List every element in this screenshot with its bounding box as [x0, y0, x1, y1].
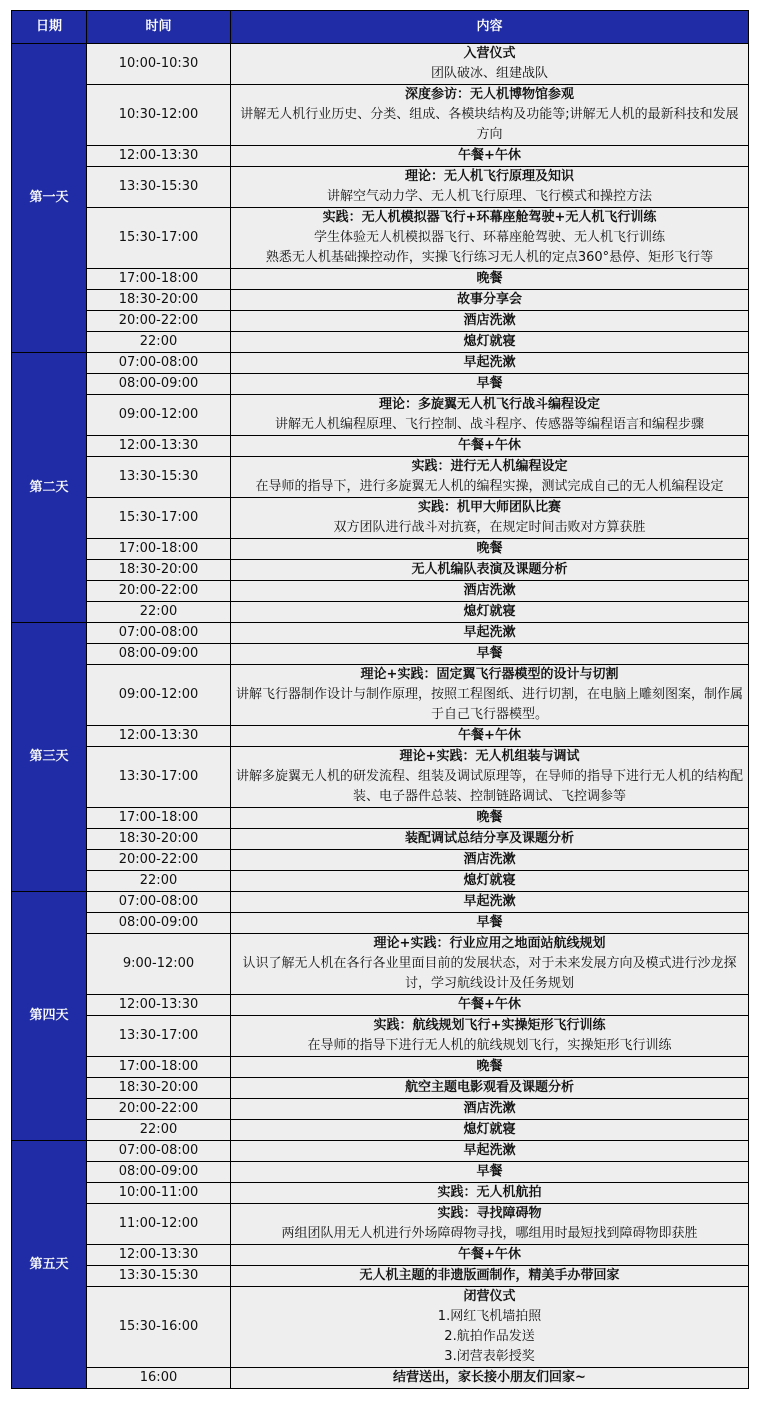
activity-title: 晚餐	[476, 541, 503, 556]
schedule-row	[12, 353, 749, 374]
schedule-row	[12, 913, 749, 934]
schedule-row	[12, 1266, 749, 1287]
activity-title: 航空主题电影观看及课题分析	[404, 1080, 574, 1095]
day-label: 第一天	[12, 44, 87, 353]
activity-title: 早起洗漱	[463, 625, 516, 640]
time-cell: 11:00-12:00	[87, 1204, 231, 1245]
activity-title: 熄灯就寝	[463, 873, 516, 888]
content-cell	[231, 436, 749, 457]
activity-description: 两组团队用无人机进行外场障碍物寻找，哪组用时最短找到障碍物即获胜	[281, 1226, 698, 1241]
schedule-row	[12, 146, 749, 167]
time-cell: 20:00-22:00	[87, 581, 231, 602]
schedule-body	[12, 44, 749, 1389]
content-cell	[231, 269, 749, 290]
content-cell	[231, 995, 749, 1016]
schedule-row	[12, 167, 749, 208]
content-cell	[231, 665, 749, 726]
day-label: 第三天	[12, 623, 87, 892]
activity-title: 实践：进行无人机编程设定	[411, 459, 568, 474]
activity-title: 无人机编队表演及课题分析	[411, 562, 568, 577]
activity-title: 装配调试总结分享及课题分析	[404, 831, 574, 846]
schedule-row	[12, 995, 749, 1016]
activity-description: 团队破冰、组建战队	[430, 66, 548, 81]
time-cell: 22:00	[87, 1120, 231, 1141]
content-cell	[231, 332, 749, 353]
content-cell	[231, 1057, 749, 1078]
time-cell: 13:30-17:00	[87, 1016, 231, 1057]
time-cell: 08:00-09:00	[87, 1162, 231, 1183]
activity-title: 早起洗漱	[463, 355, 516, 370]
activity-description: 双方团队进行战斗对抗赛，在规定时间击败对方算获胜	[333, 520, 646, 535]
content-cell	[231, 1141, 749, 1162]
time-cell: 15:30-16:00	[87, 1287, 231, 1368]
content-cell	[231, 726, 749, 747]
activity-title: 入营仪式	[463, 46, 516, 61]
schedule-row	[12, 829, 749, 850]
content-cell	[231, 1016, 749, 1057]
header-content: 内容	[231, 11, 749, 44]
schedule-row	[12, 290, 749, 311]
time-cell: 08:00-09:00	[87, 913, 231, 934]
header-row	[12, 11, 749, 44]
activity-description: 学生体验无人机模拟器飞行、环幕座舱驾驶、无人机飞行训练	[313, 230, 665, 245]
time-cell: 12:00-13:30	[87, 146, 231, 167]
activity-description: 熟悉无人机基础操控动作，实操飞行练习无人机的定点360°悬停、矩形飞行等	[265, 250, 714, 265]
activity-title: 理论+实践：无人机组装与调试	[399, 749, 580, 764]
activity-description: 1.网红飞机墙拍照	[437, 1309, 542, 1324]
schedule-row	[12, 1204, 749, 1245]
activity-description: 讲解空气动力学、无人机飞行原理、飞行模式和操控方法	[326, 189, 652, 204]
schedule-wrapper	[11, 10, 748, 1389]
content-cell	[231, 353, 749, 374]
time-cell: 9:00-12:00	[87, 934, 231, 995]
content-cell	[231, 44, 749, 85]
time-cell: 09:00-12:00	[87, 665, 231, 726]
time-cell: 10:00-11:00	[87, 1183, 231, 1204]
schedule-row	[12, 1141, 749, 1162]
activity-title: 结营送出，家长接小朋友们回家~	[393, 1370, 586, 1385]
activity-title: 理论：无人机飞行原理及知识	[404, 169, 574, 184]
activity-description: 讲解无人机行业历史、分类、组成、各模块结构及功能等;讲解无人机的最新科技和发展方向	[240, 107, 739, 142]
activity-title: 实践：无人机航拍	[437, 1185, 542, 1200]
schedule-row	[12, 1057, 749, 1078]
schedule-row	[12, 1245, 749, 1266]
time-cell: 13:30-15:30	[87, 167, 231, 208]
time-cell: 12:00-13:30	[87, 1245, 231, 1266]
content-cell	[231, 290, 749, 311]
activity-title: 实践：航线规划飞行+实操矩形飞行训练	[373, 1018, 606, 1033]
content-cell	[231, 311, 749, 332]
time-cell: 12:00-13:30	[87, 726, 231, 747]
activity-title: 午餐+午休	[458, 1247, 521, 1262]
activity-description: 讲解多旋翼无人机的研发流程、组装及调试原理等，在导师的指导下进行无人机的结构配装、电子器件总装、控制链路调试、飞控调参等	[235, 769, 743, 804]
time-cell: 12:00-13:30	[87, 995, 231, 1016]
header-time: 时间	[87, 11, 231, 44]
activity-title: 实践：机甲大师团队比赛	[417, 500, 561, 515]
activity-title: 理论+实践：固定翼飞行器模型的设计与切割	[360, 667, 619, 682]
content-cell	[231, 146, 749, 167]
time-cell: 17:00-18:00	[87, 539, 231, 560]
time-cell: 20:00-22:00	[87, 311, 231, 332]
content-cell	[231, 1204, 749, 1245]
schedule-row	[12, 871, 749, 892]
time-cell: 18:30-20:00	[87, 829, 231, 850]
schedule-row	[12, 808, 749, 829]
content-cell	[231, 1266, 749, 1287]
content-cell	[231, 1120, 749, 1141]
time-cell: 07:00-08:00	[87, 1141, 231, 1162]
time-cell: 20:00-22:00	[87, 850, 231, 871]
schedule-row	[12, 395, 749, 436]
activity-title: 早餐	[476, 1164, 503, 1179]
content-cell	[231, 208, 749, 269]
schedule-row	[12, 1368, 749, 1389]
schedule-row	[12, 1078, 749, 1099]
content-cell	[231, 850, 749, 871]
activity-title: 实践：寻找障碍物	[437, 1206, 542, 1221]
schedule-row	[12, 269, 749, 290]
activity-description: 讲解无人机编程原理、飞行控制、战斗程序、传感器等编程语言和编程步骤	[274, 417, 704, 432]
activity-title: 早餐	[476, 915, 503, 930]
content-cell	[231, 1287, 749, 1368]
content-cell	[231, 1245, 749, 1266]
activity-title: 午餐+午休	[458, 997, 521, 1012]
time-cell: 13:30-17:00	[87, 747, 231, 808]
activity-title: 酒店洗漱	[463, 313, 516, 328]
activity-description: 讲解飞行器制作设计与制作原理，按照工程图纸、进行切割，在电脑上雕刻图案，制作属于自己飞行器模型。	[235, 687, 743, 722]
activity-title: 午餐+午休	[458, 438, 521, 453]
schedule-row	[12, 539, 749, 560]
content-cell	[231, 395, 749, 436]
header-date: 日期	[12, 11, 87, 44]
activity-title: 实践：无人机模拟器飞行+环幕座舱驾驶+无人机飞行训练	[322, 210, 657, 225]
schedule-table	[11, 10, 749, 1389]
schedule-row	[12, 1287, 749, 1368]
schedule-row	[12, 374, 749, 395]
time-cell: 15:30-17:00	[87, 498, 231, 539]
content-cell	[231, 1162, 749, 1183]
time-cell: 13:30-15:30	[87, 1266, 231, 1287]
schedule-row	[12, 44, 749, 85]
content-cell	[231, 85, 749, 146]
content-cell	[231, 602, 749, 623]
activity-title: 闭营仪式	[463, 1289, 516, 1304]
activity-title: 无人机主题的非遗版画制作，精美手办带回家	[359, 1268, 620, 1283]
content-cell	[231, 808, 749, 829]
time-cell: 17:00-18:00	[87, 269, 231, 290]
schedule-row	[12, 726, 749, 747]
schedule-row	[12, 644, 749, 665]
activity-description: 3.闭营表彰授奖	[444, 1349, 535, 1364]
activity-title: 深度参访：无人机博物馆参观	[404, 87, 574, 102]
activity-title: 酒店洗漱	[463, 852, 516, 867]
content-cell	[231, 913, 749, 934]
content-cell	[231, 1078, 749, 1099]
activity-title: 午餐+午休	[458, 148, 521, 163]
content-cell	[231, 539, 749, 560]
time-cell: 18:30-20:00	[87, 560, 231, 581]
time-cell: 10:30-12:00	[87, 85, 231, 146]
schedule-row	[12, 208, 749, 269]
day-label: 第五天	[12, 1141, 87, 1389]
activity-title: 熄灯就寝	[463, 604, 516, 619]
time-cell: 08:00-09:00	[87, 374, 231, 395]
content-cell	[231, 1183, 749, 1204]
content-cell	[231, 644, 749, 665]
content-cell	[231, 581, 749, 602]
activity-title: 理论：多旋翼无人机飞行战斗编程设定	[378, 397, 600, 412]
content-cell	[231, 747, 749, 808]
schedule-row	[12, 1183, 749, 1204]
time-cell: 07:00-08:00	[87, 892, 231, 913]
schedule-row	[12, 498, 749, 539]
schedule-row	[12, 1162, 749, 1183]
activity-title: 酒店洗漱	[463, 1101, 516, 1116]
activity-title: 晚餐	[476, 810, 503, 825]
activity-title: 故事分享会	[456, 292, 522, 307]
content-cell	[231, 560, 749, 581]
activity-title: 晚餐	[476, 1059, 503, 1074]
schedule-row	[12, 1120, 749, 1141]
content-cell	[231, 871, 749, 892]
schedule-row	[12, 436, 749, 457]
time-cell: 17:00-18:00	[87, 808, 231, 829]
content-cell	[231, 498, 749, 539]
schedule-row	[12, 934, 749, 995]
activity-title: 午餐+午休	[458, 728, 521, 743]
time-cell: 07:00-08:00	[87, 353, 231, 374]
schedule-row	[12, 892, 749, 913]
schedule-row	[12, 623, 749, 644]
schedule-row	[12, 560, 749, 581]
activity-title: 早起洗漱	[463, 894, 516, 909]
schedule-row	[12, 332, 749, 353]
day-label: 第二天	[12, 353, 87, 623]
schedule-row	[12, 850, 749, 871]
content-cell	[231, 934, 749, 995]
content-cell	[231, 892, 749, 913]
activity-title: 熄灯就寝	[463, 334, 516, 349]
time-cell: 22:00	[87, 332, 231, 353]
activity-description: 在导师的指导下，进行多旋翼无人机的编程实操，测试完成自己的无人机编程设定	[255, 479, 724, 494]
activity-title: 理论+实践：行业应用之地面站航线规划	[373, 936, 606, 951]
activity-title: 早起洗漱	[463, 1143, 516, 1158]
activity-description: 2.航拍作品发送	[444, 1329, 535, 1344]
time-cell: 07:00-08:00	[87, 623, 231, 644]
content-cell	[231, 623, 749, 644]
activity-title: 早餐	[476, 646, 503, 661]
time-cell: 16:00	[87, 1368, 231, 1389]
schedule-row	[12, 602, 749, 623]
time-cell: 09:00-12:00	[87, 395, 231, 436]
time-cell: 18:30-20:00	[87, 1078, 231, 1099]
time-cell: 22:00	[87, 871, 231, 892]
activity-title: 熄灯就寝	[463, 1122, 516, 1137]
activity-title: 酒店洗漱	[463, 583, 516, 598]
content-cell	[231, 829, 749, 850]
schedule-row	[12, 1099, 749, 1120]
content-cell	[231, 1368, 749, 1389]
time-cell: 15:30-17:00	[87, 208, 231, 269]
schedule-row	[12, 311, 749, 332]
activity-title: 晚餐	[476, 271, 503, 286]
schedule-row	[12, 1016, 749, 1057]
content-cell	[231, 1099, 749, 1120]
time-cell: 18:30-20:00	[87, 290, 231, 311]
content-cell	[231, 167, 749, 208]
activity-description: 在导师的指导下进行无人机的航线规划飞行，实操矩形飞行训练	[307, 1038, 672, 1053]
time-cell: 20:00-22:00	[87, 1099, 231, 1120]
content-cell	[231, 457, 749, 498]
time-cell: 22:00	[87, 602, 231, 623]
time-cell: 12:00-13:30	[87, 436, 231, 457]
time-cell: 08:00-09:00	[87, 644, 231, 665]
schedule-row	[12, 457, 749, 498]
schedule-row	[12, 581, 749, 602]
schedule-row	[12, 747, 749, 808]
activity-title: 早餐	[476, 376, 503, 391]
time-cell: 10:00-10:30	[87, 44, 231, 85]
content-cell	[231, 374, 749, 395]
schedule-row	[12, 665, 749, 726]
activity-description: 认识了解无人机在各行各业里面目前的发展状态，对于未来发展方向及模式进行沙龙探讨，学习航线设计及任务规划	[242, 956, 737, 991]
time-cell: 13:30-15:30	[87, 457, 231, 498]
time-cell: 17:00-18:00	[87, 1057, 231, 1078]
day-label: 第四天	[12, 892, 87, 1141]
schedule-row	[12, 85, 749, 146]
